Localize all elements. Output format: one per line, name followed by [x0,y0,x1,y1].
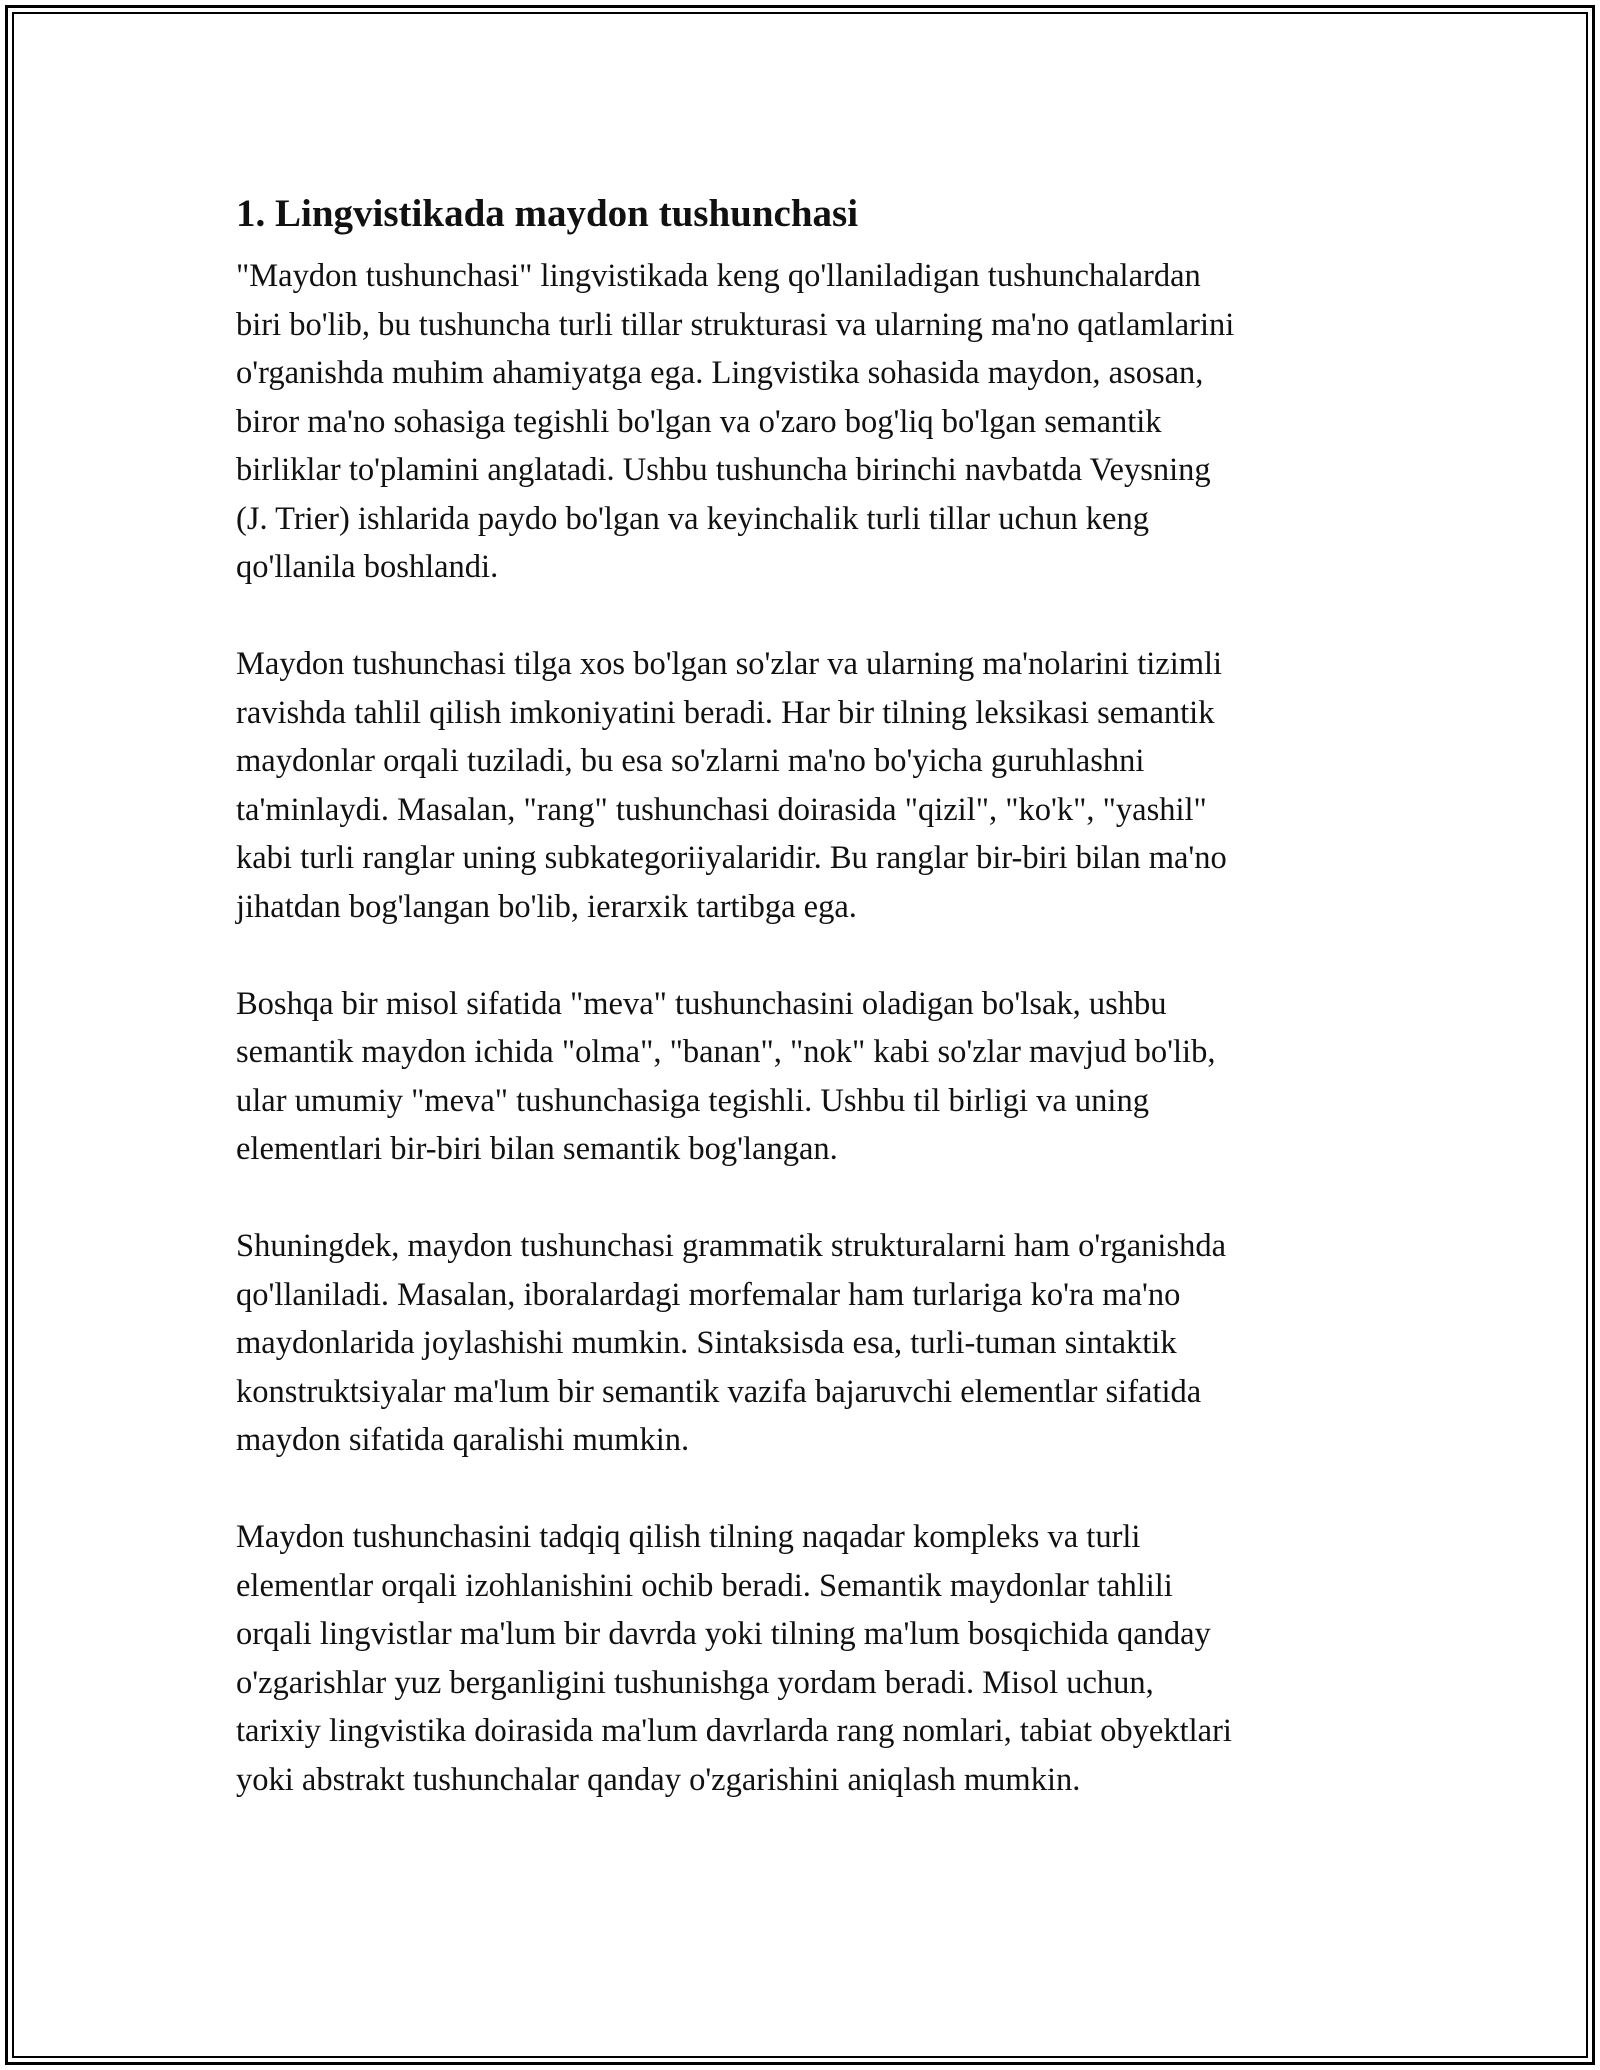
section-heading: 1. Lingvistikada maydon tushunchasi [236,192,859,235]
paragraph-1: "Maydon tushunchasi" lingvistikada keng qo'llaniladigan tushunchalardan biri bo'lib, bu tushuncha turli tillar strukturasi va ularning ma'no qatlamlarini o'rganishda muhim ahamiyatga ega. Lingvistika sohasida maydon, asosan, biror ma'no sohasiga tegishli bo'lgan va o'zaro bog'liq bo'lgan semantik birliklar to'plamini anglatadi. Ushbu tushuncha birinchi navbatda Veysning (J. Trier) ishlarida paydo bo'lgan va keyinchalik turli tillar uchun keng qo'llanila boshlandi. [236,258,1235,585]
document-body [236,188,1364,1853]
paragraph-4: Shuningdek, maydon tushunchasi grammatik strukturalarni ham o'rganishda qo'llaniladi. Masalan, iboralardagi morfemalar ham turlariga ko'ra ma'no maydonlarida joylashishi mumkin. Sintaksisda esa, turli-tuman sintaktik konstruktsiyalar ma'lum bir semantik vazifa bajaruvchi elementlar sifatida maydon sifatida qaralishi mumkin. [236,1228,1227,1458]
paragraph-2: Maydon tushunchasi tilga xos bo'lgan so'zlar va ularning ma'nolarini tizimli ravishda tahlil qilish imkoniyatini beradi. Har bir tilning leksikasi semantik maydonlar orqali tuziladi, bu esa so'zlarni ma'no bo'yicha guruhlashni ta'minlaydi. Masalan, "rang" tushunchasi doirasida "qizil", "ko'k", "yashil" kabi turli ranglar uning subkategoriiyalaridir. Bu ranglar bir-biri bilan ma'no jihatdan bog'langan bo'lib, ierarxik tartibga ega. [236,646,1227,925]
paragraph-5: Maydon tushunchasini tadqiq qilish tilning naqadar kompleks va turli elementlar orqali izohlanishini ochib beradi. Semantik maydonlar tahlili orqali lingvistlar ma'lum bir davrda yoki tilning ma'lum bosqichida qanday o'zgarishlar yuz berganligini tushunishga yordam beradi. Misol uchun, tarixiy lingvistika doirasida ma'lum davrlarda rang nomlari, tabiat obyektlari yoki abstrakt tushunchalar qanday o'zgarishini aniqlash mumkin. [236,1519,1232,1798]
paragraph-3: Boshqa bir misol sifatida "meva" tushunchasini oladigan bo'lsak, ushbu semantik maydon ichida "olma", "banan", "nok" kabi so'zlar mavjud bo'lib, ular umumiy "meva" tushunchasiga tegishli. Ushbu til birligi va uning elementlari bir-biri bilan semantik bog'langan. [236,985,1216,1167]
